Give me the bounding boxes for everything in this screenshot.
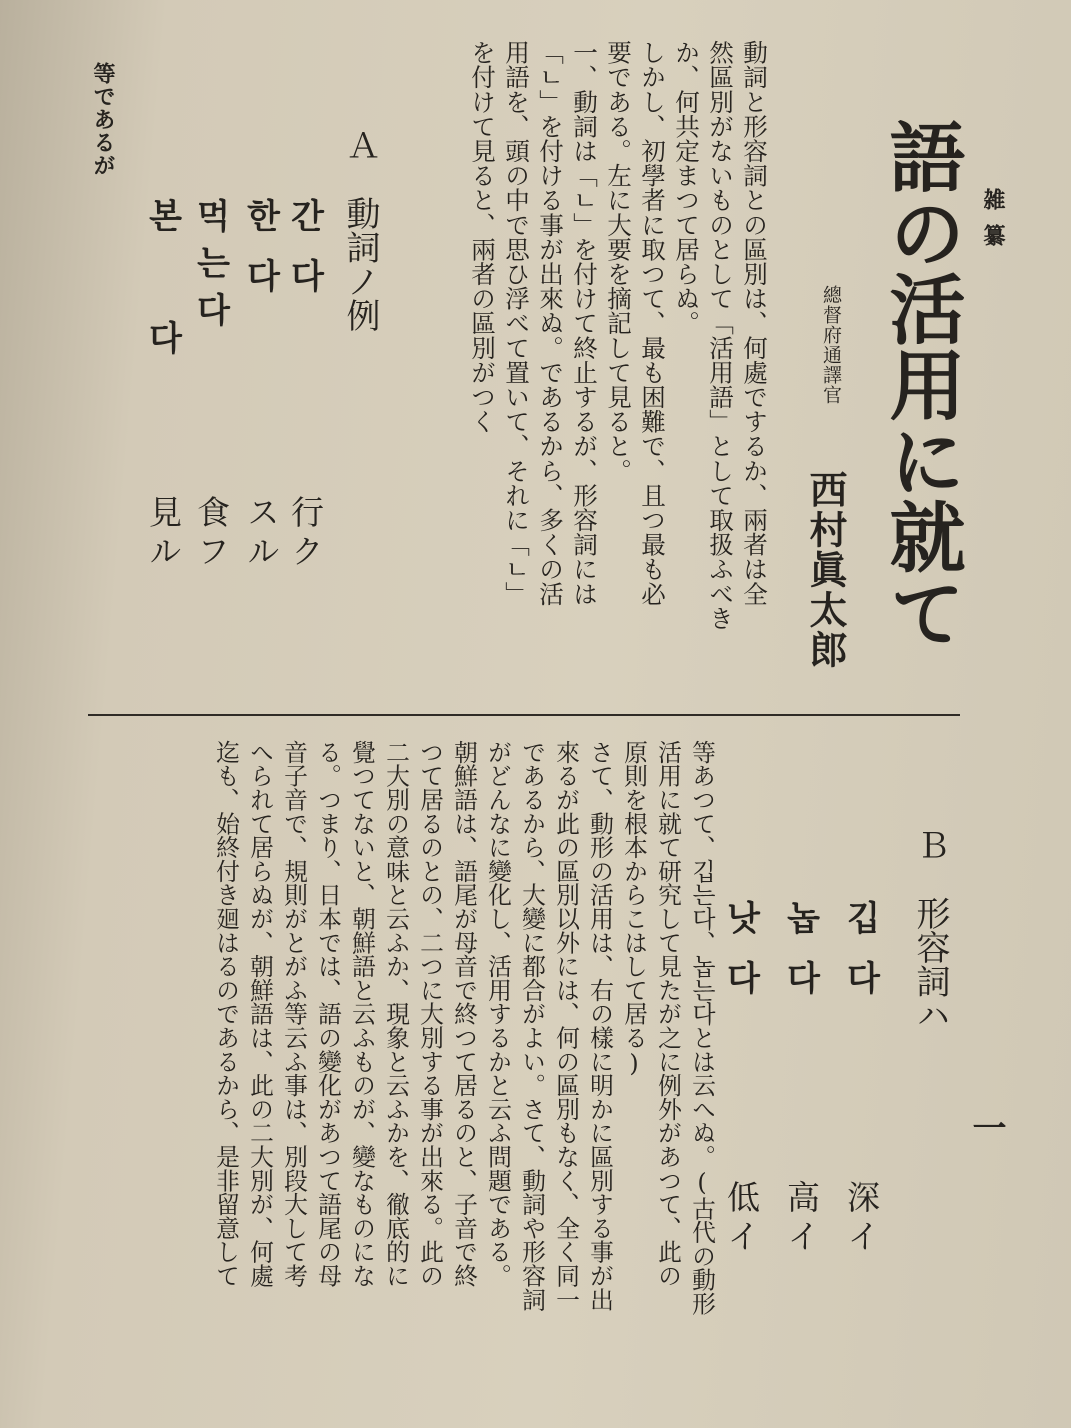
adjective-example-japanese: 深イ — [842, 1180, 881, 1258]
verb-example-japanese: 見ル — [144, 495, 183, 573]
section-label: 雑纂 — [980, 188, 1006, 260]
verb-example-japanese: スル — [242, 495, 281, 573]
body-line: がどんなに變化し、活用するかと云ふ問題である。 — [484, 740, 512, 1288]
author-role: 總督府通譯官 — [820, 285, 842, 405]
intro-line: 一、動詞は「ㄴ」を付けて終止するが、形容詞には — [570, 40, 599, 606]
body-line: 朝鮮語は、語尾が母音で終つて居るのと、子音で終 — [450, 740, 478, 1288]
adjective-section-heading: Ｂ 形容詞ハ — [910, 828, 950, 1032]
verb-example-japanese: 食フ — [192, 495, 231, 573]
intro-line: を付けて見ると、兩者の區別がつく — [468, 40, 497, 434]
adjective-example-korean: 깁다 — [840, 900, 880, 1020]
body-line: であるから、大變に都合がよい。さて、動詞や形容詞 — [518, 740, 546, 1312]
section-divider — [88, 714, 960, 716]
body-line: へられて居らぬが、朝鮮語は、此の二大別が、何處 — [246, 740, 274, 1288]
body-line: つて居るのとの、二つに大別する事が出來る。此の — [416, 740, 444, 1288]
intro-line: か、何共定まつて居らぬ。 — [672, 40, 701, 336]
article-title: 語の活用に就て — [877, 118, 966, 650]
adjective-example-japanese: 低イ — [722, 1180, 761, 1258]
intro-line: 動詞と形容詞との區別は、何處でするか、兩者は全 — [740, 40, 769, 606]
verb-section-heading: Ａ 動詞ノ例 — [340, 128, 380, 332]
verb-example-korean: 본다 — [142, 198, 182, 442]
intro-line: 「ㄴ」を付ける事が出來ぬ。であるから、多くの活 — [536, 40, 565, 606]
body-line: る。つまり、日本では、語の變化があつて語尾の母 — [314, 740, 342, 1288]
body-line: 音子音で、規則がとがふ等云ふ事は、別段大して考 — [280, 740, 308, 1288]
verb-example-korean: 간다 — [284, 198, 324, 318]
body-line: 原則を根本からこはして居る) — [620, 740, 648, 1078]
intro-line: しかし、初學者に取つて、最も困難で、且つ最も必 — [638, 40, 667, 606]
body-line: 覺つてないと、朝鮮語と云ふものが、變なものにな — [348, 740, 376, 1288]
author-name: 西村眞太郎 — [803, 470, 848, 670]
intro-line: 用語を、頭の中で思ひ浮べて置いて、それに「ㄴ」 — [502, 40, 531, 606]
body-line: 來るが此の區別以外には、何の區別もなく、全く同一 — [552, 740, 580, 1312]
body-line: 二大別の意味と云ふか、現象と云ふかを、徹底的に — [382, 740, 410, 1288]
adjective-example-japanese: 高イ — [782, 1180, 821, 1258]
body-line: さて、動形の活用は、右の樣に明かに區別する事が出 — [586, 740, 614, 1312]
verb-example-korean: 먹는다 — [190, 198, 230, 339]
verb-example-korean: 한다 — [240, 198, 280, 318]
adjective-example-korean: 낫다 — [720, 900, 760, 1020]
page-number: 一 — [966, 1110, 1006, 1144]
verb-example-japanese: 行ク — [286, 495, 325, 573]
intro-line: 要である。左に大要を摘記して見ると。 — [604, 40, 633, 483]
body-line: 活用に就て研究して見たが之に例外があつて、此の — [654, 740, 682, 1288]
verb-examples-note: 等であるが — [90, 62, 116, 177]
intro-paragraph — [465, 40, 771, 630]
body-line: 迄も、始終付き廻はるのであるから、是非留意して — [212, 740, 240, 1288]
intro-line: 然區別がないものとして「活用語」として取扱ふべき — [706, 40, 735, 631]
body-paragraph — [209, 740, 719, 1315]
body-line: 等あつて、깁는다、놉는다とは云へぬ。(古代の動形 — [688, 740, 716, 1316]
adjective-example-korean: 놉다 — [780, 900, 820, 1020]
